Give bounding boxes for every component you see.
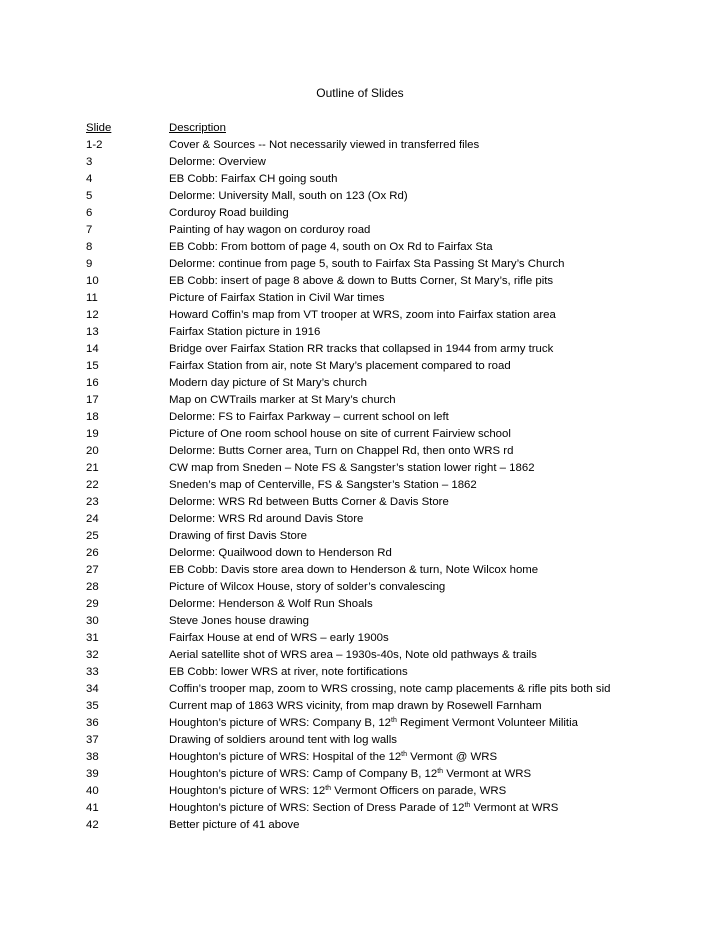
slide-number: 1-2 [86, 139, 103, 151]
table-row [86, 358, 716, 375]
table-row [86, 528, 716, 545]
slide-number: 19 [86, 428, 99, 440]
table-row [86, 307, 716, 324]
slide-number: 24 [86, 513, 99, 525]
slide-description: Map on CWTrails marker at St Mary’s church [169, 394, 396, 406]
slide-description: Delorme: WRS Rd between Butts Corner & Davis Store [169, 496, 449, 508]
slide-number: 26 [86, 547, 99, 559]
slide-number: 33 [86, 666, 99, 678]
slide-description: Fairfax Station from air, note St Mary’s placement compared to road [169, 360, 511, 372]
slide-description: Drawing of soldiers around tent with log walls [169, 734, 397, 746]
table-row [86, 460, 716, 477]
slide-description: Coffin’s trooper map, zoom to WRS crossing, note camp placements & rifle pits both sid [169, 683, 611, 695]
slide-number: 5 [86, 190, 93, 202]
slide-number: 34 [86, 683, 99, 695]
table-row [86, 749, 716, 766]
slide-number: 27 [86, 564, 99, 576]
table-row [86, 239, 716, 256]
slide-description: Bridge over Fairfax Station RR tracks that collapsed in 1944 from army truck [169, 343, 554, 355]
slide-description: EB Cobb: insert of page 8 above & down to Butts Corner, St Mary’s, rifle pits [169, 275, 554, 287]
table-row [86, 375, 716, 392]
slide-description: Delorme: Butts Corner area, Turn on Chappel Rd, then onto WRS rd [169, 445, 514, 457]
table-row [86, 715, 716, 732]
slide-number: 35 [86, 700, 99, 712]
slide-description: Picture of Fairfax Station in Civil War times [169, 292, 385, 304]
table-row [86, 443, 716, 460]
description-text: Houghton’s picture of WRS: Section of Dress Parade of 12 [169, 802, 465, 814]
slide-description: CW map from Sneden – Note FS & Sangster’s station lower right – 1862 [169, 462, 535, 474]
slide-number: 16 [86, 377, 99, 389]
table-header [86, 120, 716, 137]
table-row [86, 409, 716, 426]
description-text: Vermont @ WRS [407, 751, 498, 763]
slide-description: Current map of 1863 WRS vicinity, from map drawn by Rosewell Farnham [169, 700, 542, 712]
table-row [86, 511, 716, 528]
slide-description [169, 749, 716, 766]
table-row [86, 324, 716, 341]
table-row [86, 205, 716, 222]
table-row [86, 171, 716, 188]
table-row [86, 222, 716, 239]
slide-number: 21 [86, 462, 99, 474]
slide-number: 11 [86, 292, 98, 304]
header-slide: Slide [86, 122, 112, 134]
description-text: Houghton’s picture of WRS: Camp of Company B, 12 [169, 768, 438, 780]
slide-number: 39 [86, 768, 99, 780]
table-row [86, 800, 716, 817]
slide-number: 9 [86, 258, 93, 270]
slide-number: 22 [86, 479, 99, 491]
slide-number: 36 [86, 717, 99, 729]
slide-number: 28 [86, 581, 99, 593]
table-row [86, 273, 716, 290]
slide-description [169, 783, 716, 800]
slide-description: Fairfax House at end of WRS – early 1900s [169, 632, 389, 644]
description-text: Vermont Officers on parade, WRS [331, 785, 507, 797]
slide-description: Delorme: Overview [169, 156, 266, 168]
slide-description: Sneden’s map of Centerville, FS & Sangster’s Station – 1862 [169, 479, 477, 491]
slide-description: Delorme: University Mall, south on 123 (Ox Rd) [169, 190, 408, 202]
table-row [86, 392, 716, 409]
table-body [86, 137, 716, 834]
table-row [86, 630, 716, 647]
slide-number: 18 [86, 411, 99, 423]
table-row [86, 154, 716, 171]
table-row [86, 188, 716, 205]
slide-number: 8 [86, 241, 93, 253]
slide-number: 37 [86, 734, 99, 746]
slide-number: 25 [86, 530, 99, 542]
slide-description: Cover & Sources -- Not necessarily viewed in transferred files [169, 139, 480, 151]
table-row [86, 817, 716, 834]
slide-description: Delorme: Henderson & Wolf Run Shoals [169, 598, 373, 610]
slide-number: 41 [86, 802, 99, 814]
description-text: Houghton’s picture of WRS: Hospital of the 12 [169, 751, 402, 763]
ordinal-superscript: th [325, 785, 332, 792]
slide-number: 3 [86, 156, 93, 168]
slide-description: Aerial satellite shot of WRS area – 1930s-40s, Note old pathways & trails [169, 649, 537, 661]
table-row [86, 681, 716, 698]
description-text: Houghton’s picture of WRS: 12 [169, 785, 326, 797]
slide-number: 32 [86, 649, 99, 661]
slide-number: 23 [86, 496, 99, 508]
slide-number: 15 [86, 360, 99, 372]
slide-description: Fairfax Station picture in 1916 [169, 326, 321, 338]
slide-number: 38 [86, 751, 99, 763]
slide-description: EB Cobb: From bottom of page 4, south on Ox Rd to Fairfax Sta [169, 241, 493, 253]
table-row [86, 562, 716, 579]
slide-description: EB Cobb: Davis store area down to Henderson & turn, Note Wilcox home [169, 564, 539, 576]
table-row [86, 341, 716, 358]
slide-description: Corduroy Road building [169, 207, 289, 219]
slide-number: 29 [86, 598, 99, 610]
slide-description [169, 800, 716, 817]
table-row [86, 596, 716, 613]
slide-description: Picture of One room school house on site of current Fairview school [169, 428, 511, 440]
ordinal-superscript: th [401, 751, 408, 758]
table-row [86, 290, 716, 307]
slide-description: EB Cobb: lower WRS at river, note fortifications [169, 666, 408, 678]
slide-description: Modern day picture of St Mary’s church [169, 377, 367, 389]
table-row [86, 256, 716, 273]
slide-description: Better picture of 41 above [169, 819, 300, 831]
slide-description: Delorme: WRS Rd around Davis Store [169, 513, 364, 525]
slide-number: 17 [86, 394, 99, 406]
slide-number: 20 [86, 445, 99, 457]
slide-description: Picture of Wilcox House, story of solder’s convalescing [169, 581, 446, 593]
table-row [86, 766, 716, 783]
slide-description: Delorme: continue from page 5, south to Fairfax Sta Passing St Mary’s Church [169, 258, 565, 270]
slide-number: 6 [86, 207, 93, 219]
slide-number: 4 [86, 173, 93, 185]
table-row [86, 664, 716, 681]
table-row [86, 698, 716, 715]
table-row [86, 579, 716, 596]
description-text: Vermont at WRS [443, 768, 532, 780]
ordinal-superscript: th [437, 768, 444, 775]
slide-description: Howard Coffin’s map from VT trooper at WRS, zoom into Fairfax station area [169, 309, 556, 321]
slide-number: 7 [86, 224, 93, 236]
slide-description: Drawing of first Davis Store [169, 530, 307, 542]
slide-description: Delorme: FS to Fairfax Parkway – current school on left [169, 411, 449, 423]
slide-number: 42 [86, 819, 99, 831]
slide-number: 31 [86, 632, 99, 644]
slide-number: 30 [86, 615, 99, 627]
slide-number: 14 [86, 343, 99, 355]
slide-description: Steve Jones house drawing [169, 615, 309, 627]
slide-description: EB Cobb: Fairfax CH going south [169, 173, 338, 185]
description-text: Regiment Vermont Volunteer Militia [396, 717, 578, 729]
slide-description: Delorme: Quailwood down to Henderson Rd [169, 547, 392, 559]
table-row [86, 426, 716, 443]
description-text: Vermont at WRS [470, 802, 559, 814]
table-row [86, 613, 716, 630]
slide-number: 12 [86, 309, 99, 321]
description-text: Houghton’s picture of WRS: Company B, 12 [169, 717, 392, 729]
slide-number: 13 [86, 326, 99, 338]
table-row [86, 137, 716, 154]
slide-description: Painting of hay wagon on corduroy road [169, 224, 371, 236]
slide-number: 40 [86, 785, 99, 797]
ordinal-superscript: th [391, 717, 397, 724]
slide-description [169, 715, 716, 732]
table-row [86, 545, 716, 562]
page-title: Outline of Slides [316, 86, 404, 100]
slide-number: 10 [86, 275, 99, 287]
table-row [86, 647, 716, 664]
header-description: Description [169, 122, 226, 134]
table-row [86, 494, 716, 511]
ordinal-superscript: th [464, 802, 471, 809]
table-row [86, 783, 716, 800]
slides-table [86, 120, 716, 834]
slide-description [169, 766, 716, 783]
table-row [86, 732, 716, 749]
table-row [86, 477, 716, 494]
